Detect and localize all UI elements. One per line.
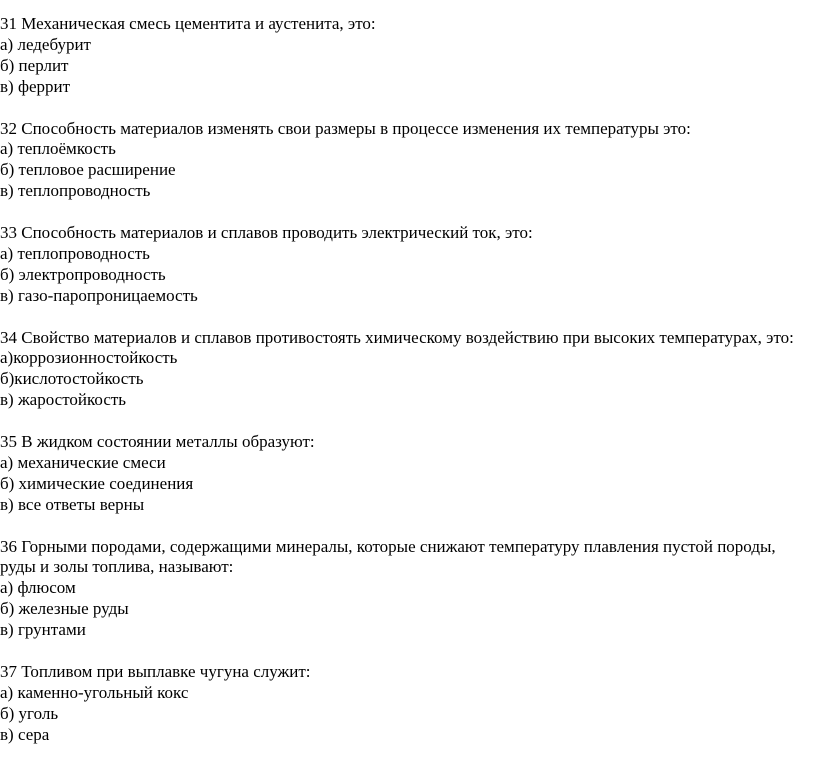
document-page — [0, 14, 800, 746]
question-text: 31 Механическая смесь цементита и аустенита, это: — [0, 14, 376, 33]
question-34 — [0, 328, 800, 412]
answer-option-b: б) химические соединения — [0, 473, 194, 493]
question-31 — [0, 14, 800, 98]
answer-option-c: в) грунтами — [0, 620, 86, 640]
question-text: 34 Свойство материалов и сплавов противостоять химическому воздействию при высоких температурах, это: — [0, 327, 794, 347]
question-33 — [0, 223, 800, 307]
answer-option-c: в) все ответы верны — [0, 494, 145, 514]
answer-option-a: а) механические смеси — [0, 452, 166, 472]
answer-option-c: в) газо-паропроницаемость — [0, 285, 198, 305]
answer-option-a: а) флюсом — [0, 578, 76, 598]
answer-option-c: в) феррит — [0, 76, 71, 96]
answer-option-a: а) каменно-угольный кокс — [0, 682, 189, 702]
question-32 — [0, 119, 800, 203]
answer-option-a: а) ледебурит — [0, 34, 91, 54]
question-36 — [0, 537, 800, 642]
answer-option-a: а)коррозионностойкость — [0, 348, 178, 368]
question-text: 37 Топливом при выплавке чугуна служит: — [0, 662, 311, 681]
question-text: 32 Способность материалов изменять свои размеры в процессе изменения их температуры это: — [0, 118, 691, 138]
answer-option-b: б) уголь — [0, 703, 59, 723]
answer-option-a: а) теплопроводность — [0, 243, 150, 263]
answer-option-b: б) тепловое расширение — [0, 160, 176, 180]
answer-option-c: в) жаростойкость — [0, 390, 127, 410]
answer-option-c: в) сера — [0, 724, 50, 744]
answer-option-b: б) железные руды — [0, 599, 129, 619]
question-text: 36 Горными породами, содержащими минералы, которые снижают температуру плавления пустой породы, руды и золы топлива, называют: — [0, 536, 776, 577]
answer-option-c: в) теплопроводность — [0, 181, 151, 201]
answer-option-b: б) электропроводность — [0, 264, 166, 284]
question-35 — [0, 432, 800, 516]
question-text: 35 В жидком состоянии металлы образуют: — [0, 432, 315, 452]
question-text: 33 Способность материалов и сплавов проводить электрический ток, это: — [0, 223, 533, 243]
answer-option-a: а) теплоёмкость — [0, 139, 116, 159]
question-37 — [0, 662, 800, 746]
answer-option-b: б)кислотостойкость — [0, 369, 144, 389]
answer-option-b: б) перлит — [0, 55, 69, 75]
